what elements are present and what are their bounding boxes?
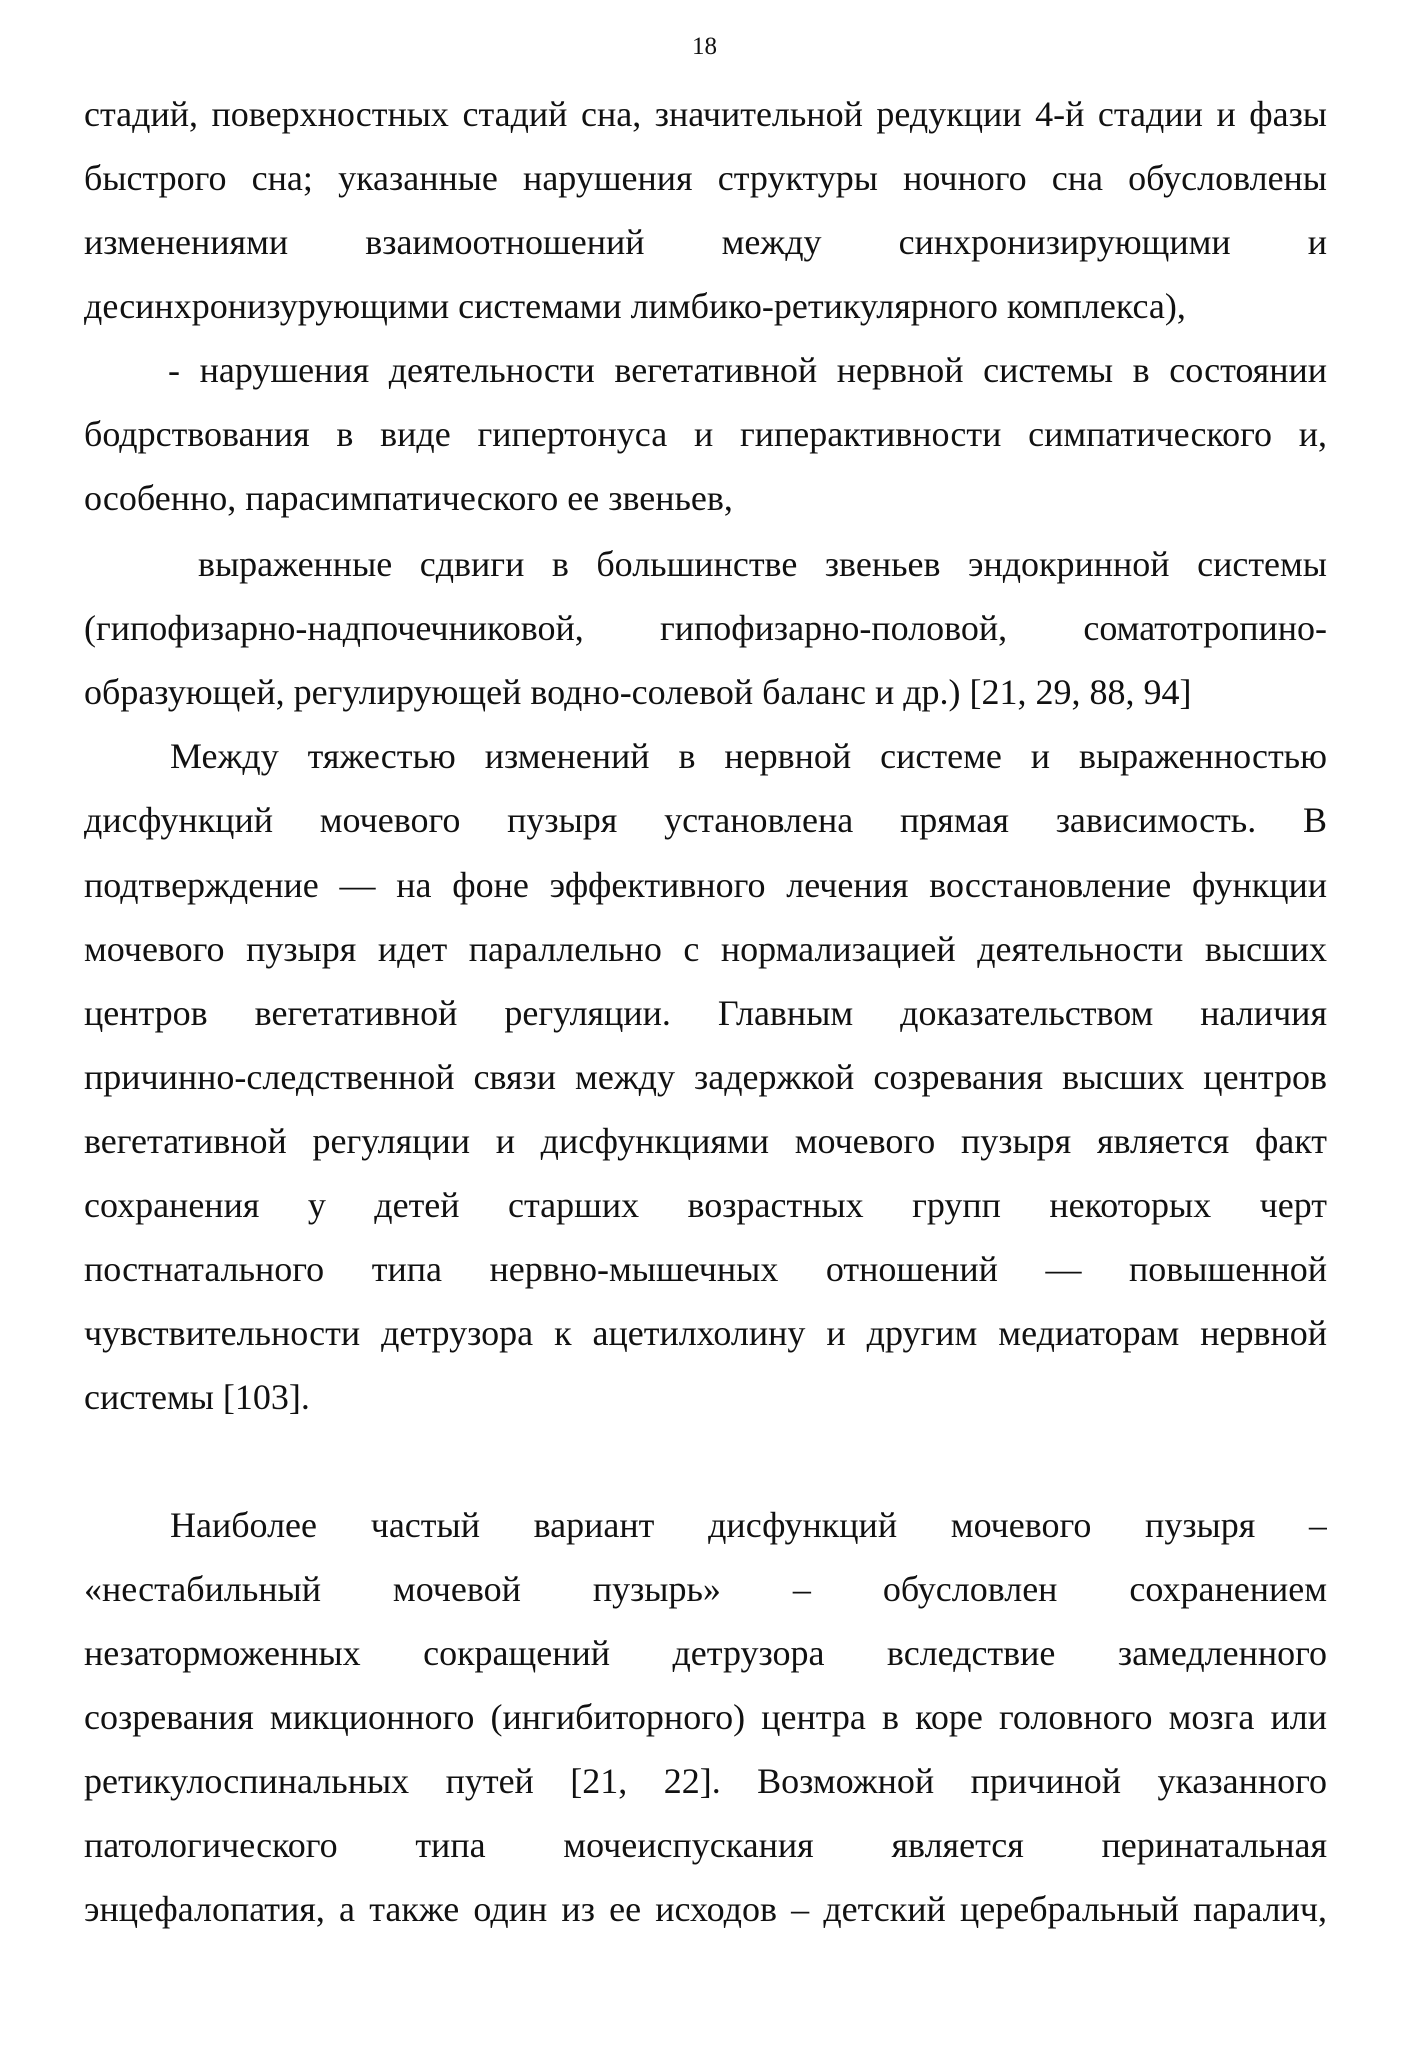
text-line: патологического типа мочеиспускания является перинатальная: [84, 1825, 1327, 1865]
text-line: особенно, парасимпатического ее звеньев,: [84, 478, 733, 518]
text-line: бодрствования в виде гипертонуса и гиперактивности симпатического и,: [84, 414, 1327, 454]
text-line: дисфункций мочевого пузыря установлена прямая зависимость. В: [84, 800, 1327, 840]
text-line: - нарушения деятельности вегетативной нервной системы в состоянии: [168, 350, 1327, 390]
text-line: чувствительности детрузора к ацетилхолину и другим медиаторам нервной: [84, 1313, 1327, 1353]
text-line: Наиболее частый вариант дисфункций мочевого пузыря –: [170, 1505, 1327, 1545]
text-line: системы [103].: [84, 1377, 310, 1417]
text-line: десинхронизурующими системами лимбико-ретикулярного комплекса),: [84, 286, 1186, 326]
text-line: сохранения у детей старших возрастных групп некоторых черт: [84, 1185, 1327, 1225]
text-line: образующей, регулирующей водно-солевой баланс и др.) [21, 29, 88, 94]: [84, 672, 1192, 712]
text-line: изменениями взаимоотношений между синхронизирующими и: [84, 222, 1327, 262]
text-line: «нестабильный мочевой пузырь» – обусловлен сохранением: [84, 1569, 1327, 1609]
text-line: энцефалопатия, а также один из ее исходов – детский церебральный паралич,: [84, 1889, 1327, 1929]
text-line: быстрого сна; указанные нарушения структуры ночного сна обусловлены: [84, 158, 1327, 198]
page-number: 18: [692, 33, 717, 60]
text-line: центров вегетативной регуляции. Главным доказательством наличия: [84, 993, 1327, 1033]
text-line: подтверждение — на фоне эффективного лечения восстановление функции: [84, 865, 1327, 905]
text-line: созревания микционного (ингибиторного) центра в коре головного мозга или: [84, 1697, 1327, 1737]
text-line: мочевого пузыря идет параллельно с нормализацией деятельности высших: [84, 929, 1327, 969]
text-line: выраженные сдвиги в большинстве звеньев эндокринной системы: [198, 544, 1327, 584]
text-line: ретикулоспинальных путей [21, 22]. Возможной причиной указанного: [84, 1761, 1327, 1801]
text-line: постнатального типа нервно-мышечных отношений — повышенной: [84, 1249, 1327, 1289]
text-line: стадий, поверхностных стадий сна, значительной редукции 4-й стадии и фазы: [84, 94, 1327, 134]
text-line: Между тяжестью изменений в нервной системе и выраженностью: [170, 736, 1327, 776]
text-line: вегетативной регуляции и дисфункциями мочевого пузыря является факт: [84, 1121, 1327, 1161]
text-line: незаторможенных сокращений детрузора вследствие замедленного: [84, 1633, 1327, 1673]
text-line: причинно-следственной связи между задержкой созревания высших центров: [84, 1057, 1327, 1097]
text-line: (гипофизарно-надпочечниковой, гипофизарно-половой, соматотропино-: [84, 608, 1327, 648]
